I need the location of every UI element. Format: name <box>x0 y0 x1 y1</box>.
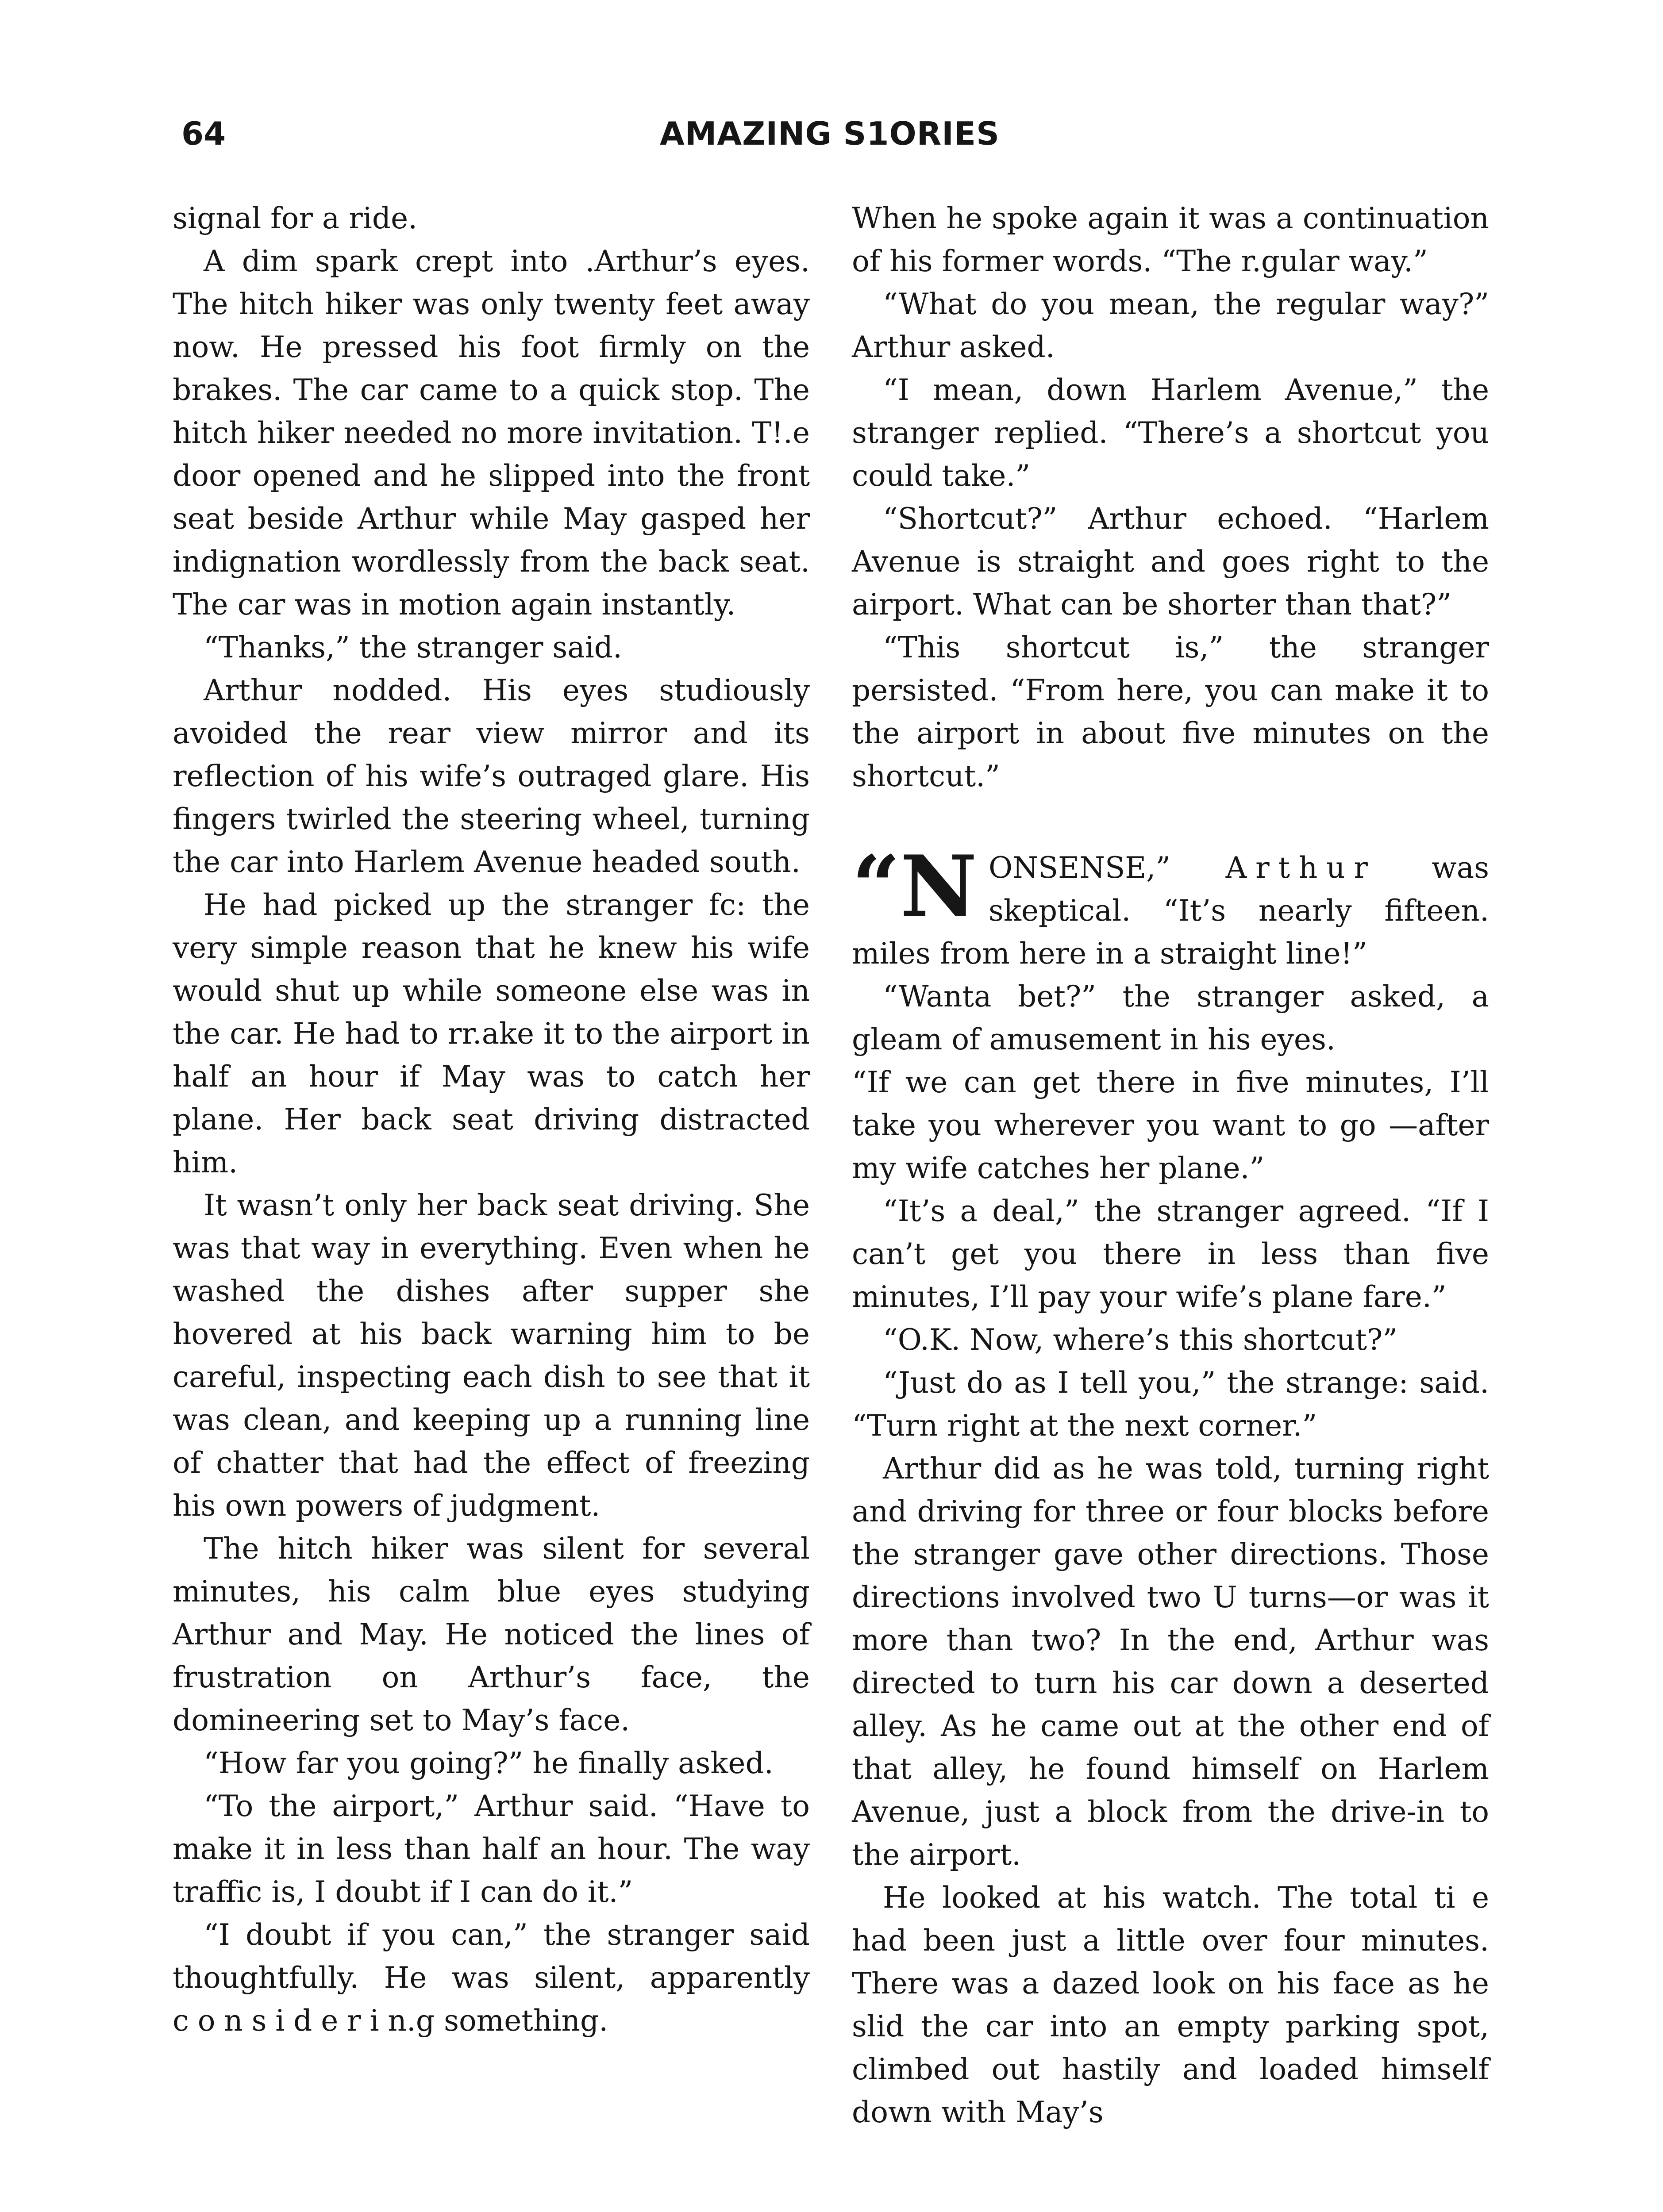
paragraph: “If we can get there in five minutes, I’ll take you wherever you want to go —after my wife catches her plane.” <box>852 1065 1489 1185</box>
page-header <box>164 111 1496 159</box>
paragraph: “Just do as I tell you,” the strange: said. “Turn right at the next corner.” <box>852 1366 1489 1443</box>
drop-cap <box>852 837 977 936</box>
drop-cap-quote: “ <box>852 837 901 936</box>
paragraph: Arthur did as he was told, turning right and driving for three or four blocks before the stranger gave other directions. Those directions involved two U turns—or was it more than two? In the end, Arthur was directed to turn his car down a deserted alley. As he came out at the other end of that alley, he found himself on Harlem Avenue, just a block from the drive-in to the airport. <box>852 1452 1489 1872</box>
paragraph: “What do you mean, the regular way?” Arthur asked. <box>852 287 1489 364</box>
left-column <box>173 197 810 2042</box>
paragraph: “O.K. Now, where’s this shortcut?” <box>883 1323 1398 1357</box>
paragraph: signal for a ride. <box>173 201 418 235</box>
paragraph: When he spoke again it was a continuation of his former words. “The r.gular way.” <box>852 201 1489 278</box>
paragraph-text: was skeptical. “It’s nearly fifteen. miles from here in a straight line!” <box>852 851 1489 971</box>
paragraph: “Thanks,” the stranger said. <box>204 630 622 664</box>
paragraph: He looked at his watch. The total ti e had been just a little over four minutes. There was a dazed look on his face as he slid the car into an empty parking spot, climbed out hastily and loaded himself down with May’s <box>852 1881 1489 2129</box>
right-column <box>852 197 1489 2134</box>
paragraph: “To the airport,” Arthur said. “Have to make it in less than half an hour. The way traffic is, I doubt if I can do it.” <box>173 1789 810 1909</box>
paragraph: “How far you going?” he finally asked. <box>204 1746 774 1780</box>
page-number: 64 <box>181 115 226 152</box>
paragraph-text: “I doubt if you can,” the stranger said thoughtfully. He was silent, apparently <box>173 1918 810 1995</box>
paragraph: Arthur nodded. His eyes studiously avoided the rear view mirror and its reflection of his wife’s outraged glare. His fingers twirled the steering wheel, turning the car into Harlem Avenue headed south. <box>173 673 810 879</box>
paragraph: “Shortcut?” Arthur echoed. “Harlem Avenue is straight and goes right to the airport. What can be shorter than that?” <box>852 502 1489 622</box>
paragraph: “It’s a deal,” the stranger agreed. “If I can’t get you there in less than five minutes, I’ll pay your wife’s plane fare.” <box>852 1194 1489 1314</box>
paragraph-text: n.g something. <box>388 2004 608 2038</box>
paragraph <box>173 1913 810 2042</box>
drop-cap-letter: N <box>900 837 977 936</box>
paragraph: “This shortcut is,” the stranger persisted. “From here, you can make it to the airport in about five minutes on the shortcut.” <box>852 630 1489 793</box>
paragraph: He had picked up the stranger fc: the very simple reason that he knew his wife would shut up while someone else was in the car. He had to rr.ake it to the airport in half an hour if May was to catch her plane. Her back seat driving distracted him. <box>173 888 810 1179</box>
magazine-title: AMAZING S1ORIES <box>660 115 1000 152</box>
paragraph: “Wanta bet?” the stranger asked, a gleam of amusement in his eyes. <box>852 979 1489 1056</box>
paragraph: The hitch hiker was silent for several minutes, his calm blue eyes studying Arthur and May. He noticed the lines of frustration on Arthur’s face, the domineering set to May’s face. <box>173 1532 810 1737</box>
paragraph: It wasn’t only her back seat driving. She was that way in everything. Even when he washed the dishes after supper she hovered at his back warning him to be careful, inspecting each dish to see that it was clean, and keeping up a running line of chatter that had the effect of freezing his own powers of judgment. <box>173 1188 810 1523</box>
lead-word: ONSENSE,” <box>988 851 1171 885</box>
section-opening-paragraph <box>852 837 1489 975</box>
letterspaced-word: consideri <box>173 2004 388 2038</box>
paragraph: A dim spark crept into .Arthur’s eyes. The hitch hiker was only twenty feet away now. He pressed his foot firmly on the brakes. The car came to a quick stop. The hitch hiker needed no more invitation. T!.e door opened and he slipped into the front seat beside Arthur while May gasped her indignation wordlessly from the back seat. The car was in motion again instantly. <box>173 244 810 622</box>
paragraph: “I mean, down Harlem Avenue,” the stranger replied. “There’s a shortcut you could take.” <box>852 373 1489 493</box>
letterspaced-word: Arthur <box>1225 851 1377 885</box>
